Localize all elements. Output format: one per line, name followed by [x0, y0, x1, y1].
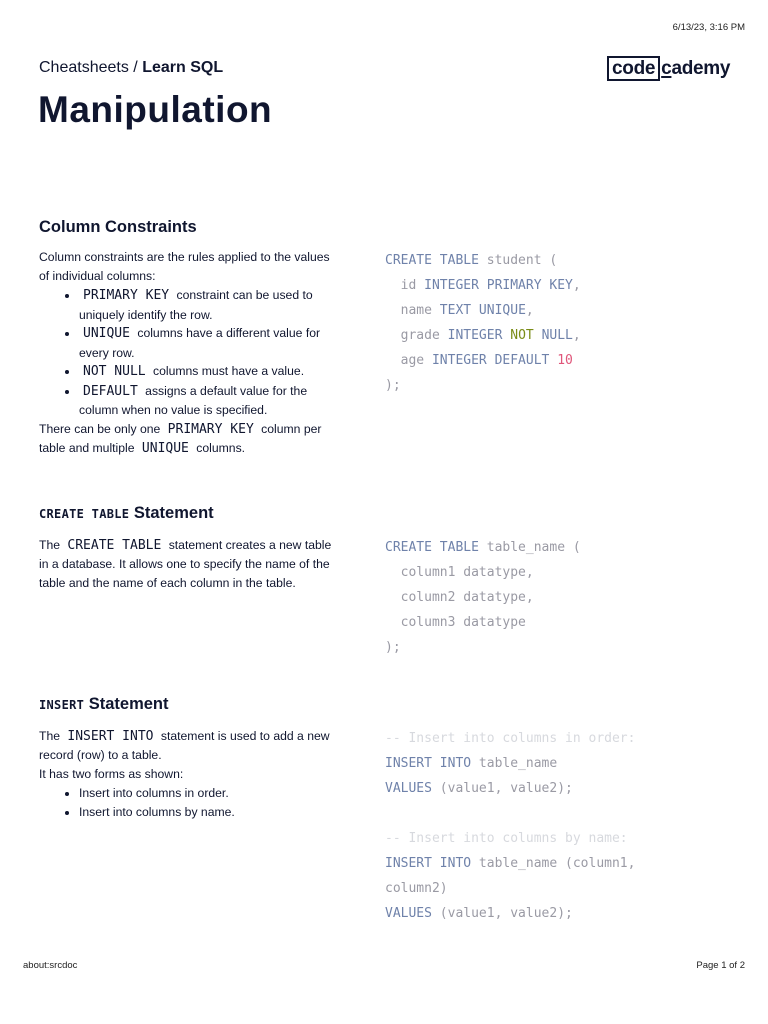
breadcrumb-parent-link[interactable]: Cheatsheets: [39, 59, 129, 76]
code-line: VALUES (value1, value2);: [385, 906, 573, 921]
constraints-outro: There can be only one PRIMARY KEY column per table and multiple UNIQUE columns.: [39, 421, 322, 456]
footer-page-number: Page 1 of 2: [696, 960, 745, 971]
code-comment: -- Insert into columns by name:: [385, 831, 628, 846]
codecademy-logo[interactable]: [607, 56, 730, 81]
page-title: Manipulation: [38, 89, 273, 130]
breadcrumb: [39, 59, 223, 77]
list-item: • DEFAULT assigns a default value for the column when no value is specified.: [79, 382, 339, 420]
column-constraints-code-block: [385, 248, 581, 398]
code-line: age INTEGER DEFAULT 10: [385, 353, 573, 368]
code-line: column1 datatype,: [385, 565, 534, 580]
insert-code-block: [385, 726, 635, 926]
code-line: grade INTEGER NOT NULL,: [385, 328, 581, 343]
logo-rest-text: cademy: [661, 57, 731, 79]
code-line: );: [385, 640, 401, 655]
section-title-column-constraints: Column Constraints: [39, 218, 197, 236]
insert-forms-list: [39, 784, 339, 821]
code-comment: -- Insert into columns in order:: [385, 731, 636, 746]
code-line: INSERT INTO table_name: [385, 756, 558, 771]
code-line: name TEXT UNIQUE,: [385, 303, 534, 318]
print-datetime: 6/13/23, 3:16 PM: [672, 22, 745, 33]
footer-url: about:srcdoc: [23, 960, 78, 971]
column-constraints-description: [39, 248, 339, 458]
breadcrumb-separator: /: [128, 59, 143, 76]
list-item: • NOT NULL columns must have a value.: [79, 362, 339, 382]
code-line: column2): [385, 881, 448, 896]
code-line: );: [385, 378, 401, 393]
list-item: • Insert into columns in order.: [79, 784, 339, 803]
code-line: INSERT INTO table_name (column1,: [385, 856, 636, 871]
insert-description: The INSERT INTO statement is used to add a new record (row) to a table. It has two forms as shown: • Insert into columns in order. • Insert into columns by name.: [39, 727, 339, 821]
create-table-description: The CREATE TABLE statement creates a new table in a database. It allows one to specify the name of the table and the name of each column in the table.: [39, 538, 332, 590]
list-item: • UNIQUE columns have a different value for every row.: [79, 324, 339, 362]
list-item: • PRIMARY KEY constraint can be used to uniquely identify the row.: [79, 286, 339, 324]
code-line: VALUES (value1, value2);: [385, 781, 573, 796]
code-line: CREATE TABLE student (: [385, 253, 558, 268]
code-line: CREATE TABLE table_name (: [385, 540, 581, 555]
list-item: • Insert into columns by name.: [79, 803, 339, 822]
code-line: column2 datatype,: [385, 590, 534, 605]
constraints-list: [39, 286, 339, 420]
logo-boxed-text: code: [607, 56, 660, 81]
breadcrumb-current-link[interactable]: Learn SQL: [142, 59, 224, 76]
section-title-create-table: CREATE TABLE Statement: [39, 504, 214, 522]
create-table-code-block: [385, 535, 581, 660]
code-line: column3 datatype: [385, 615, 526, 630]
section-title-insert: INSERT Statement: [39, 695, 169, 713]
constraints-intro: Column constraints are the rules applied to the values of individual columns:: [39, 250, 330, 283]
code-line: id INTEGER PRIMARY KEY,: [385, 278, 581, 293]
